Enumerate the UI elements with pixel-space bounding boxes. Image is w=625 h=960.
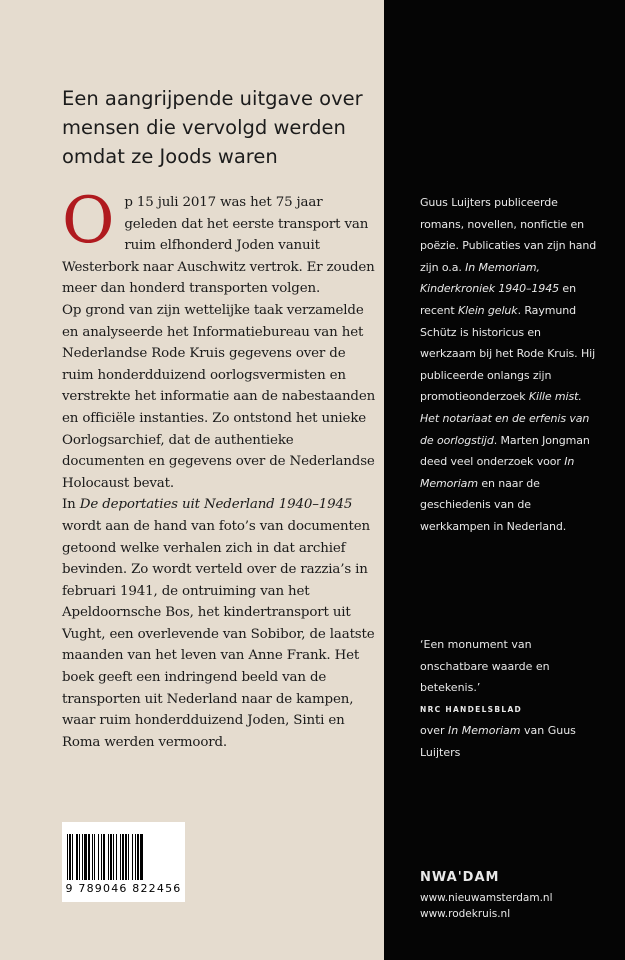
- text-span: en naar de geschiedenis van de werkkampen in Nederland.: [420, 476, 567, 533]
- barcode-bar: [132, 834, 133, 880]
- book-title: Kille mist. Het notariaat en de erfenis van de oorlogstijd: [420, 390, 590, 447]
- text-span: . Marten Jongman deed veel onderzoek voor: [420, 433, 590, 469]
- quote-text: ‘Een monument van onschatbare waarde en betekenis.’: [420, 638, 550, 695]
- drop-cap: O: [62, 184, 115, 258]
- book-title: De deportaties uit Nederland 1940–1945: [79, 497, 353, 513]
- bio-text: [420, 192, 600, 538]
- book-title: In Memoriam: [420, 455, 575, 490]
- author-bio: [420, 192, 600, 538]
- barcode-bar: [79, 834, 80, 880]
- book-title: In Memoriam, Kinderkroniek 1940–1945: [420, 260, 559, 296]
- barcode-bar: [125, 834, 127, 880]
- barcode-bar: [84, 834, 87, 880]
- text-span: over: [420, 724, 449, 738]
- partner-url[interactable]: www.rodekruis.nl: [420, 908, 511, 920]
- barcode-bar: [82, 834, 83, 880]
- barcode-bar: [69, 834, 71, 880]
- barcode-bar: [120, 834, 121, 880]
- publisher-logo: NWA'DAM: [420, 870, 500, 885]
- barcode-bar: [98, 834, 99, 880]
- text-span: van Guus Luijters: [420, 724, 576, 759]
- text-span: . Raymund Schütz is historicus en werkzaam bij het Rode Kruis. Hij publiceerde onlangs zijn promotieonderzoek: [420, 303, 596, 404]
- isbn-number: 9 789046 822456: [65, 882, 182, 895]
- quote-source: NRC HANDELSBLAD: [420, 704, 523, 714]
- barcode-bars: [66, 834, 181, 880]
- blurb-paragraph-3: [62, 494, 376, 753]
- barcode-bar: [94, 834, 95, 880]
- blurb-paragraph-2: Op grond van zijn wettelijke taak verzamelde en analyseerde het Informatiebureau van het Nederlandse Rode Kruis gegevens over de ruim honderdduizend oorlogsvermisten en verstrekte het informatie aan de nabestaanden en officiële instanties. Zo ontstond het unieke Oorlogsarchief, dat de authentieke documenten en gegevens over de Nederlandse Holocaust bevat.: [62, 302, 376, 491]
- publisher-url[interactable]: www.nieuwamsterdam.nl: [420, 892, 553, 904]
- quote-attribution: [420, 720, 600, 763]
- barcode-bar: [72, 834, 73, 880]
- barcode-bar: [113, 834, 114, 880]
- text-span: In: [62, 497, 80, 513]
- barcode-bar: [135, 834, 136, 880]
- barcode-bar: [67, 834, 68, 880]
- text-span: en recent: [420, 282, 576, 317]
- barcode-bar: [88, 834, 90, 880]
- barcode: [62, 822, 185, 902]
- barcode-bar: [110, 834, 112, 880]
- book-title: Klein geluk: [457, 303, 518, 317]
- barcode-bar: [140, 834, 143, 880]
- blurb: [62, 184, 376, 753]
- barcode-bar: [122, 834, 124, 880]
- barcode-bar: [108, 834, 109, 880]
- review-quote: [420, 634, 600, 764]
- barcode-bar: [101, 834, 102, 880]
- barcode-bar: [128, 834, 129, 880]
- publisher-urls: [420, 890, 553, 922]
- barcode-bar: [137, 834, 139, 880]
- barcode-bar: [103, 834, 105, 880]
- barcode-bar: [92, 834, 93, 880]
- tagline: Een aangrijpende uitgave over mensen die vervolgd werden omdat ze Joods waren: [62, 87, 363, 168]
- text-span: Guus Luijters publiceerde romans, novellen, nonfictie en poëzie. Publicaties van zijn hand zijn o.a.: [420, 196, 597, 274]
- blurb-paragraph-1: p 15 juli 2017 was het 75 jaar geleden dat het eerste transport van ruim elfhonderd Joden vanuit Westerbork naar Auschwitz vertrok. Er zouden meer dan honderd transporten volgen.: [62, 195, 375, 297]
- barcode-bar: [116, 834, 117, 880]
- book-title: In Memoriam: [448, 724, 521, 738]
- barcode-bar: [76, 834, 78, 880]
- text-span: wordt aan de hand van foto’s van documenten getoond welke verhalen zich in dat archief bevinden. Zo wordt verteld over de razzia’s in februari 1941, de ontruiming van het Apeldoornsche Bos, het kindertransport uit Vught, een overlevende van Sobibor, de laatste maanden van het leven van Anne Frank. Het boek geeft een indringend beeld van de transporten uit Nederland naar de kampen, waar ruim honderdduizend Joden, Sinti en Roma werden vermoord.: [62, 518, 375, 750]
